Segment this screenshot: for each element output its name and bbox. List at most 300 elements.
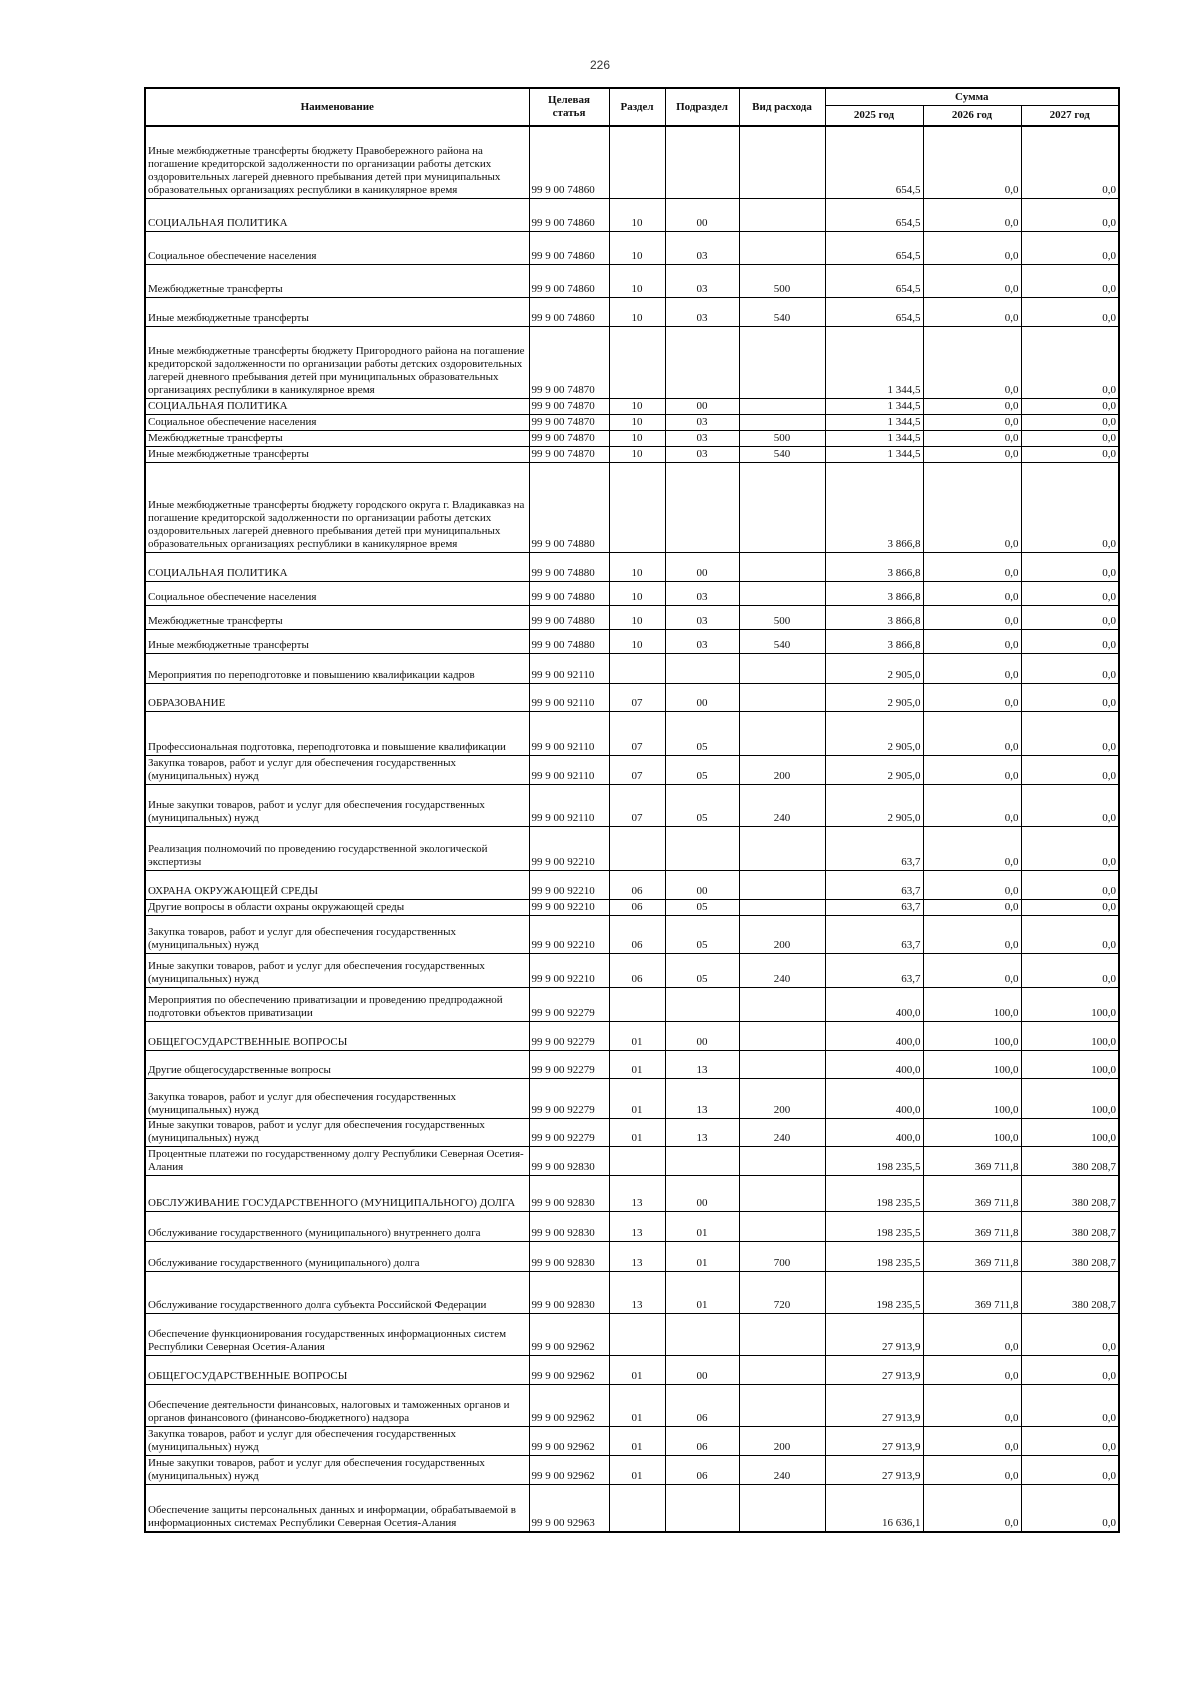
cell-amount-2026: 0,0	[923, 605, 1021, 629]
table-row	[145, 264, 1119, 297]
cell-subsection: 05	[665, 899, 739, 915]
cell-section: 01	[609, 1384, 665, 1426]
cell-expense-type	[739, 231, 825, 264]
table-row	[145, 755, 1119, 784]
cell-section: 10	[609, 264, 665, 297]
cell-amount-2027: 0,0	[1021, 1313, 1119, 1355]
cell-section: 06	[609, 953, 665, 987]
cell-section	[609, 1146, 665, 1175]
cell-amount-2025: 27 913,9	[825, 1313, 923, 1355]
cell-amount-2025: 198 235,5	[825, 1175, 923, 1211]
cell-name: Закупка товаров, работ и услуг для обеспечения государственных (муниципальных) нужд	[145, 915, 529, 953]
cell-amount-2025: 63,7	[825, 899, 923, 915]
cell-amount-2025: 3 866,8	[825, 552, 923, 581]
cell-amount-2026: 369 711,8	[923, 1146, 1021, 1175]
cell-expense-type: 700	[739, 1241, 825, 1271]
cell-amount-2025: 1 344,5	[825, 430, 923, 446]
cell-subsection: 06	[665, 1384, 739, 1426]
cell-section	[609, 462, 665, 552]
budget-table	[144, 87, 1120, 1533]
cell-name: СОЦИАЛЬНАЯ ПОЛИТИКА	[145, 398, 529, 414]
cell-subsection: 03	[665, 414, 739, 430]
cell-name: Иные закупки товаров, работ и услуг для обеспечения государственных (муниципальных) нужд	[145, 784, 529, 826]
header-name: Наименование	[145, 88, 529, 126]
cell-target: 99 9 00 92110	[529, 653, 609, 683]
table-row	[145, 398, 1119, 414]
cell-target: 99 9 00 74870	[529, 430, 609, 446]
cell-name: Профессиональная подготовка, переподготовка и повышение квалификации	[145, 711, 529, 755]
cell-target: 99 9 00 92210	[529, 915, 609, 953]
cell-name: Межбюджетные трансферты	[145, 430, 529, 446]
cell-amount-2027: 380 208,7	[1021, 1146, 1119, 1175]
cell-amount-2026: 369 711,8	[923, 1211, 1021, 1241]
cell-section: 10	[609, 552, 665, 581]
cell-name: Межбюджетные трансферты	[145, 264, 529, 297]
cell-amount-2025: 27 913,9	[825, 1426, 923, 1455]
cell-section: 07	[609, 711, 665, 755]
cell-target: 99 9 00 92962	[529, 1455, 609, 1484]
cell-subsection	[665, 1313, 739, 1355]
cell-target: 99 9 00 92830	[529, 1175, 609, 1211]
cell-subsection: 06	[665, 1455, 739, 1484]
cell-section: 10	[609, 414, 665, 430]
cell-amount-2026: 0,0	[923, 264, 1021, 297]
cell-subsection: 01	[665, 1211, 739, 1241]
cell-section: 10	[609, 581, 665, 605]
table-row	[145, 414, 1119, 430]
cell-amount-2025: 63,7	[825, 870, 923, 899]
cell-amount-2026: 0,0	[923, 126, 1021, 198]
cell-amount-2026: 0,0	[923, 581, 1021, 605]
table-row	[145, 629, 1119, 653]
cell-amount-2026: 0,0	[923, 826, 1021, 870]
cell-expense-type: 540	[739, 446, 825, 462]
cell-subsection: 03	[665, 264, 739, 297]
cell-name: Иные закупки товаров, работ и услуг для обеспечения государственных (муниципальных) нужд	[145, 1455, 529, 1484]
cell-target: 99 9 00 92210	[529, 826, 609, 870]
cell-expense-type	[739, 899, 825, 915]
cell-name: СОЦИАЛЬНАЯ ПОЛИТИКА	[145, 552, 529, 581]
cell-amount-2025: 27 913,9	[825, 1455, 923, 1484]
cell-expense-type	[739, 581, 825, 605]
cell-target: 99 9 00 92962	[529, 1313, 609, 1355]
cell-subsection: 03	[665, 629, 739, 653]
cell-target: 99 9 00 74870	[529, 398, 609, 414]
table-row	[145, 1050, 1119, 1078]
cell-amount-2026: 0,0	[923, 198, 1021, 231]
cell-amount-2025: 198 235,5	[825, 1241, 923, 1271]
table-row	[145, 1078, 1119, 1118]
cell-name: ОБЩЕГОСУДАРСТВЕННЫЕ ВОПРОСЫ	[145, 1355, 529, 1384]
cell-name: Иные закупки товаров, работ и услуг для обеспечения государственных (муниципальных) нужд	[145, 1118, 529, 1146]
cell-amount-2025: 63,7	[825, 915, 923, 953]
cell-amount-2025: 16 636,1	[825, 1484, 923, 1532]
cell-amount-2025: 654,5	[825, 297, 923, 326]
cell-amount-2025: 3 866,8	[825, 629, 923, 653]
cell-target: 99 9 00 92962	[529, 1384, 609, 1426]
cell-expense-type	[739, 414, 825, 430]
cell-expense-type	[739, 198, 825, 231]
cell-target: 99 9 00 92830	[529, 1211, 609, 1241]
cell-expense-type: 200	[739, 755, 825, 784]
cell-amount-2026: 0,0	[923, 446, 1021, 462]
cell-amount-2026: 369 711,8	[923, 1241, 1021, 1271]
cell-subsection: 03	[665, 430, 739, 446]
header-section: Раздел	[609, 88, 665, 126]
cell-name: Обеспечение функционирования государственных информационных систем Республики Северная Осетия-Алания	[145, 1313, 529, 1355]
cell-target: 99 9 00 74860	[529, 297, 609, 326]
cell-amount-2026: 0,0	[923, 953, 1021, 987]
cell-amount-2027: 0,0	[1021, 326, 1119, 398]
cell-amount-2027: 0,0	[1021, 711, 1119, 755]
cell-section: 07	[609, 683, 665, 711]
cell-name: Иные межбюджетные трансферты	[145, 446, 529, 462]
cell-target: 99 9 00 74860	[529, 126, 609, 198]
cell-subsection: 05	[665, 711, 739, 755]
cell-subsection: 01	[665, 1271, 739, 1313]
cell-amount-2027: 0,0	[1021, 398, 1119, 414]
cell-target: 99 9 00 92830	[529, 1146, 609, 1175]
cell-name: Социальное обеспечение населения	[145, 231, 529, 264]
cell-amount-2026: 0,0	[923, 326, 1021, 398]
cell-amount-2027: 0,0	[1021, 826, 1119, 870]
cell-expense-type: 200	[739, 1078, 825, 1118]
cell-name: Реализация полномочий по проведению государственной экологической экспертизы	[145, 826, 529, 870]
cell-section: 10	[609, 398, 665, 414]
cell-target: 99 9 00 74880	[529, 629, 609, 653]
cell-expense-type	[739, 683, 825, 711]
cell-amount-2025: 2 905,0	[825, 755, 923, 784]
cell-amount-2027: 0,0	[1021, 552, 1119, 581]
header-sum: Сумма	[825, 88, 1119, 106]
cell-amount-2026: 0,0	[923, 755, 1021, 784]
cell-target: 99 9 00 92830	[529, 1271, 609, 1313]
cell-name: Социальное обеспечение населения	[145, 581, 529, 605]
cell-subsection: 00	[665, 683, 739, 711]
cell-section: 10	[609, 231, 665, 264]
cell-amount-2027: 0,0	[1021, 899, 1119, 915]
table-row	[145, 1455, 1119, 1484]
cell-expense-type	[739, 1175, 825, 1211]
cell-target: 99 9 00 74880	[529, 605, 609, 629]
cell-amount-2025: 400,0	[825, 1050, 923, 1078]
cell-subsection: 13	[665, 1050, 739, 1078]
cell-amount-2027: 0,0	[1021, 297, 1119, 326]
cell-expense-type: 720	[739, 1271, 825, 1313]
cell-target: 99 9 00 74880	[529, 581, 609, 605]
cell-section: 06	[609, 870, 665, 899]
cell-name: ОХРАНА ОКРУЖАЮЩЕЙ СРЕДЫ	[145, 870, 529, 899]
cell-amount-2026: 0,0	[923, 414, 1021, 430]
cell-amount-2026: 0,0	[923, 1355, 1021, 1384]
cell-expense-type	[739, 653, 825, 683]
cell-subsection	[665, 1484, 739, 1532]
cell-amount-2025: 654,5	[825, 231, 923, 264]
cell-amount-2026: 100,0	[923, 1021, 1021, 1050]
cell-amount-2026: 0,0	[923, 552, 1021, 581]
cell-amount-2026: 0,0	[923, 1484, 1021, 1532]
header-year-2025: 2025 год	[825, 106, 923, 127]
cell-amount-2026: 369 711,8	[923, 1175, 1021, 1211]
cell-amount-2026: 100,0	[923, 987, 1021, 1021]
cell-amount-2027: 0,0	[1021, 629, 1119, 653]
cell-subsection	[665, 1146, 739, 1175]
cell-target: 99 9 00 92962	[529, 1355, 609, 1384]
cell-name: Иные межбюджетные трансферты бюджету Правобережного района на погашение кредиторской задолженности по организации работы детских оздоровительных лагерей дневного пребывания детей при муниципальных образовательных организациях республики в каникулярное время	[145, 126, 529, 198]
cell-subsection: 05	[665, 953, 739, 987]
cell-section: 07	[609, 755, 665, 784]
cell-subsection: 00	[665, 398, 739, 414]
header-subsection: Подраздел	[665, 88, 739, 126]
cell-target: 99 9 00 92210	[529, 899, 609, 915]
cell-section: 01	[609, 1426, 665, 1455]
table-row	[145, 231, 1119, 264]
table-header	[145, 88, 1119, 126]
cell-section: 10	[609, 629, 665, 653]
table-row	[145, 198, 1119, 231]
cell-target: 99 9 00 92110	[529, 755, 609, 784]
cell-expense-type	[739, 1313, 825, 1355]
cell-name: ОБСЛУЖИВАНИЕ ГОСУДАРСТВЕННОГО (МУНИЦИПАЛЬНОГО) ДОЛГА	[145, 1175, 529, 1211]
cell-amount-2027: 0,0	[1021, 1455, 1119, 1484]
table-row	[145, 1118, 1119, 1146]
table-row	[145, 1426, 1119, 1455]
cell-amount-2027: 100,0	[1021, 1118, 1119, 1146]
cell-subsection: 05	[665, 915, 739, 953]
cell-section	[609, 653, 665, 683]
cell-amount-2026: 0,0	[923, 899, 1021, 915]
cell-target: 99 9 00 74870	[529, 446, 609, 462]
cell-amount-2025: 3 866,8	[825, 605, 923, 629]
cell-name: Обслуживание государственного долга субъекта Российской Федерации	[145, 1271, 529, 1313]
cell-subsection: 00	[665, 1175, 739, 1211]
cell-amount-2026: 369 711,8	[923, 1271, 1021, 1313]
cell-section: 13	[609, 1241, 665, 1271]
cell-expense-type: 240	[739, 1118, 825, 1146]
cell-amount-2025: 1 344,5	[825, 414, 923, 430]
cell-section: 10	[609, 605, 665, 629]
table-row	[145, 605, 1119, 629]
cell-expense-type	[739, 1146, 825, 1175]
table-row	[145, 953, 1119, 987]
cell-amount-2026: 0,0	[923, 231, 1021, 264]
cell-section: 01	[609, 1355, 665, 1384]
cell-amount-2027: 0,0	[1021, 755, 1119, 784]
cell-subsection: 03	[665, 446, 739, 462]
cell-amount-2025: 27 913,9	[825, 1355, 923, 1384]
cell-amount-2026: 0,0	[923, 683, 1021, 711]
cell-amount-2027: 0,0	[1021, 953, 1119, 987]
page-number: 226	[589, 58, 611, 72]
table-row	[145, 1021, 1119, 1050]
header-target: Целевая статья	[529, 88, 609, 126]
cell-amount-2025: 2 905,0	[825, 784, 923, 826]
cell-section: 13	[609, 1175, 665, 1211]
cell-name: Иные закупки товаров, работ и услуг для обеспечения государственных (муниципальных) нужд	[145, 953, 529, 987]
table-row	[145, 462, 1119, 552]
cell-amount-2026: 0,0	[923, 784, 1021, 826]
cell-expense-type	[739, 398, 825, 414]
cell-amount-2027: 0,0	[1021, 264, 1119, 297]
cell-target: 99 9 00 92279	[529, 1050, 609, 1078]
cell-section	[609, 826, 665, 870]
cell-expense-type: 500	[739, 264, 825, 297]
cell-amount-2025: 654,5	[825, 264, 923, 297]
cell-amount-2025: 2 905,0	[825, 683, 923, 711]
cell-amount-2027: 0,0	[1021, 605, 1119, 629]
cell-expense-type: 500	[739, 605, 825, 629]
cell-amount-2025: 198 235,5	[825, 1146, 923, 1175]
cell-amount-2026: 0,0	[923, 711, 1021, 755]
cell-expense-type	[739, 1211, 825, 1241]
cell-amount-2027: 380 208,7	[1021, 1271, 1119, 1313]
cell-amount-2025: 198 235,5	[825, 1271, 923, 1313]
cell-expense-type	[739, 826, 825, 870]
cell-amount-2027: 0,0	[1021, 126, 1119, 198]
cell-subsection: 13	[665, 1118, 739, 1146]
cell-section	[609, 326, 665, 398]
cell-name: Обслуживание государственного (муниципального) внутреннего долга	[145, 1211, 529, 1241]
cell-amount-2025: 27 913,9	[825, 1384, 923, 1426]
header-year-2027: 2027 год	[1021, 106, 1119, 127]
cell-amount-2027: 0,0	[1021, 430, 1119, 446]
cell-amount-2025: 400,0	[825, 987, 923, 1021]
cell-name: Обслуживание государственного (муниципального) долга	[145, 1241, 529, 1271]
cell-amount-2025: 654,5	[825, 198, 923, 231]
table-row	[145, 826, 1119, 870]
cell-target: 99 9 00 92110	[529, 683, 609, 711]
cell-target: 99 9 00 74870	[529, 414, 609, 430]
cell-name: Социальное обеспечение населения	[145, 414, 529, 430]
cell-name: Другие общегосударственные вопросы	[145, 1050, 529, 1078]
table-row	[145, 1384, 1119, 1426]
cell-name: Обеспечение деятельности финансовых, налоговых и таможенных органов и органов финансового (финансово-бюджетного) надзора	[145, 1384, 529, 1426]
cell-expense-type	[739, 552, 825, 581]
cell-target: 99 9 00 92962	[529, 1426, 609, 1455]
cell-section: 07	[609, 784, 665, 826]
cell-subsection: 00	[665, 198, 739, 231]
cell-target: 99 9 00 92279	[529, 1118, 609, 1146]
cell-amount-2026: 0,0	[923, 1455, 1021, 1484]
cell-amount-2026: 0,0	[923, 1313, 1021, 1355]
cell-subsection: 13	[665, 1078, 739, 1118]
cell-amount-2027: 0,0	[1021, 231, 1119, 264]
cell-expense-type: 240	[739, 784, 825, 826]
cell-target: 99 9 00 74860	[529, 264, 609, 297]
cell-section: 06	[609, 915, 665, 953]
table-row	[145, 683, 1119, 711]
cell-section: 01	[609, 1021, 665, 1050]
cell-amount-2025: 63,7	[825, 826, 923, 870]
cell-subsection: 05	[665, 755, 739, 784]
cell-subsection	[665, 826, 739, 870]
cell-amount-2025: 1 344,5	[825, 398, 923, 414]
cell-section	[609, 1484, 665, 1532]
cell-name: Закупка товаров, работ и услуг для обеспечения государственных (муниципальных) нужд	[145, 1078, 529, 1118]
cell-section: 01	[609, 1050, 665, 1078]
cell-name: Иные межбюджетные трансферты	[145, 297, 529, 326]
table-row	[145, 1313, 1119, 1355]
cell-target: 99 9 00 92830	[529, 1241, 609, 1271]
table-row	[145, 653, 1119, 683]
cell-name: Иные межбюджетные трансферты	[145, 629, 529, 653]
cell-section: 01	[609, 1455, 665, 1484]
cell-section: 10	[609, 297, 665, 326]
cell-expense-type: 200	[739, 1426, 825, 1455]
table-row	[145, 1241, 1119, 1271]
cell-amount-2025: 400,0	[825, 1078, 923, 1118]
cell-subsection: 03	[665, 605, 739, 629]
cell-name: Иные межбюджетные трансферты бюджету городского округа г. Владикавказ на погашение кредиторской задолженности по организации работы детских оздоровительных лагерей дневного пребывания детей при муниципальных образовательных организациях республики в каникулярное время	[145, 462, 529, 552]
cell-expense-type	[739, 462, 825, 552]
cell-amount-2027: 0,0	[1021, 1426, 1119, 1455]
table-row	[145, 326, 1119, 398]
cell-expense-type: 240	[739, 953, 825, 987]
cell-section: 10	[609, 198, 665, 231]
cell-expense-type	[739, 126, 825, 198]
table-row	[145, 297, 1119, 326]
cell-target: 99 9 00 74860	[529, 231, 609, 264]
cell-amount-2027: 0,0	[1021, 446, 1119, 462]
cell-subsection	[665, 126, 739, 198]
cell-target: 99 9 00 92279	[529, 1078, 609, 1118]
cell-section: 01	[609, 1118, 665, 1146]
table-row	[145, 1146, 1119, 1175]
cell-name: ОБЩЕГОСУДАРСТВЕННЫЕ ВОПРОСЫ	[145, 1021, 529, 1050]
cell-amount-2026: 0,0	[923, 870, 1021, 899]
cell-amount-2027: 380 208,7	[1021, 1175, 1119, 1211]
table-row	[145, 784, 1119, 826]
cell-subsection: 05	[665, 784, 739, 826]
cell-target: 99 9 00 92110	[529, 711, 609, 755]
cell-amount-2027: 0,0	[1021, 198, 1119, 231]
cell-section: 06	[609, 899, 665, 915]
cell-target: 99 9 00 74870	[529, 326, 609, 398]
cell-expense-type	[739, 987, 825, 1021]
cell-amount-2026: 100,0	[923, 1050, 1021, 1078]
cell-expense-type: 240	[739, 1455, 825, 1484]
cell-target: 99 9 00 92279	[529, 1021, 609, 1050]
cell-amount-2026: 0,0	[923, 462, 1021, 552]
table-row	[145, 1211, 1119, 1241]
cell-target: 99 9 00 74860	[529, 198, 609, 231]
cell-amount-2027: 0,0	[1021, 1355, 1119, 1384]
cell-subsection: 03	[665, 231, 739, 264]
cell-subsection	[665, 326, 739, 398]
cell-subsection: 03	[665, 297, 739, 326]
cell-amount-2027: 0,0	[1021, 581, 1119, 605]
cell-amount-2027: 0,0	[1021, 784, 1119, 826]
table-row	[145, 899, 1119, 915]
cell-target: 99 9 00 92110	[529, 784, 609, 826]
cell-section: 01	[609, 1078, 665, 1118]
cell-subsection	[665, 987, 739, 1021]
table-row	[145, 446, 1119, 462]
cell-amount-2026: 100,0	[923, 1118, 1021, 1146]
cell-name: СОЦИАЛЬНАЯ ПОЛИТИКА	[145, 198, 529, 231]
cell-target: 99 9 00 74880	[529, 462, 609, 552]
cell-amount-2025: 2 905,0	[825, 653, 923, 683]
table-row	[145, 581, 1119, 605]
cell-expense-type: 200	[739, 915, 825, 953]
cell-amount-2026: 0,0	[923, 398, 1021, 414]
cell-subsection: 00	[665, 1355, 739, 1384]
cell-name: Мероприятия по переподготовке и повышению квалификации кадров	[145, 653, 529, 683]
cell-section: 13	[609, 1271, 665, 1313]
cell-name: Мероприятия по обеспечению приватизации и проведению предпродажной подготовки объектов приватизации	[145, 987, 529, 1021]
cell-amount-2026: 0,0	[923, 1426, 1021, 1455]
table-row	[145, 915, 1119, 953]
